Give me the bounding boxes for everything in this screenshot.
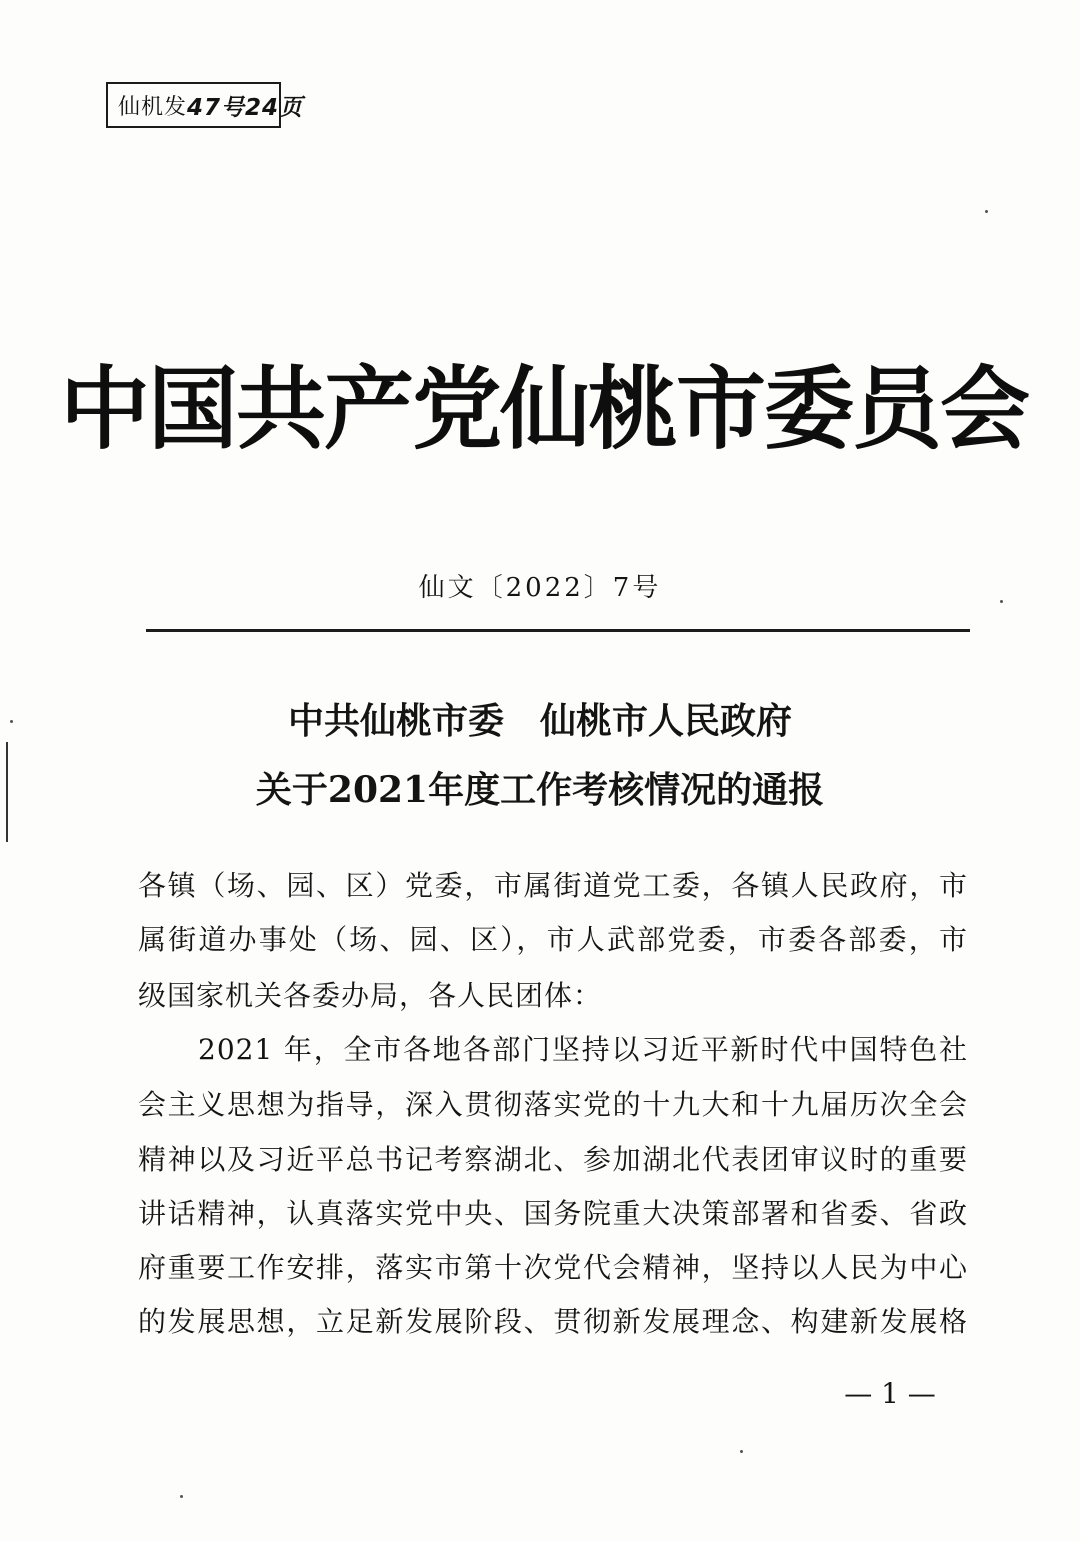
scan-speck bbox=[180, 1495, 183, 1498]
addressee-line: 属街道办事处（场、园、区），市人武部党委，市委各部委，市 bbox=[138, 923, 968, 956]
organization-title: 中国共产党仙桃市委员会 bbox=[60, 357, 1028, 462]
addressee-line: 各镇（场、园、区）党委，市属街道党工委，各镇人民政府，市 bbox=[138, 869, 968, 902]
body-paragraph-line: 讲话精神，认真落实党中央、国务院重大决策部署和省委、省政 bbox=[138, 1197, 968, 1230]
body-paragraph-line: 精神以及习近平总书记考察湖北、参加湖北代表团审议时的重要 bbox=[138, 1143, 968, 1176]
scan-speck bbox=[1000, 600, 1003, 603]
header-divider bbox=[146, 629, 970, 632]
stamp-printed-text: 仙机发 bbox=[118, 94, 188, 120]
filing-stamp bbox=[106, 82, 304, 128]
subject-line-1: 中共仙桃市委 仙桃市人民政府 bbox=[287, 700, 792, 742]
subject-line-2: 关于2021年度工作考核情况的通报 bbox=[255, 769, 825, 811]
body-paragraph-line: 府重要工作安排，落实市第十次党代会精神，坚持以人民为中心 bbox=[138, 1251, 968, 1284]
left-margin-scan-mark bbox=[0, 742, 8, 842]
document-number: 仙文〔2022〕7号 bbox=[418, 573, 662, 603]
body-paragraph-line: 会主义思想为指导，深入贯彻落实党的十九大和十九届历次全会 bbox=[138, 1088, 968, 1121]
page-number: — 1 — bbox=[844, 1377, 936, 1410]
scan-speck bbox=[10, 720, 13, 723]
scan-speck bbox=[740, 1450, 743, 1453]
body-paragraph-line: 2021 年，全市各地各部门坚持以习近平新时代中国特色社 bbox=[198, 1033, 968, 1066]
scan-speck bbox=[985, 210, 988, 213]
body-paragraph-line: 的发展思想，立足新发展阶段、贯彻新发展理念、构建新发展格 bbox=[138, 1305, 968, 1338]
stamp-handwritten-text: 47号24页 bbox=[187, 94, 304, 121]
addressee-line: 级国家机关各委办局，各人民团体： bbox=[138, 979, 603, 1012]
